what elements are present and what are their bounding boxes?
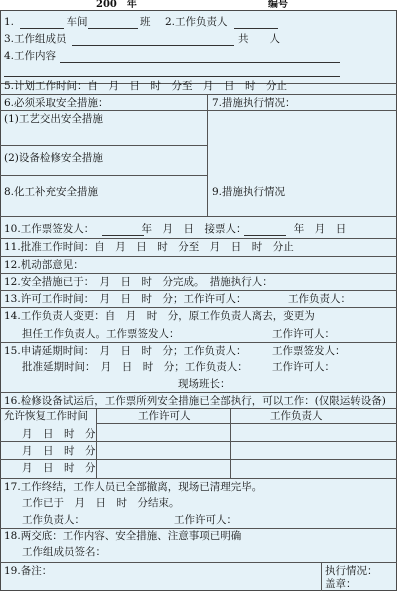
safety-measures-completed: 12.安全措施已于： 月 日 时 分完成。 措施执行人： — [4, 276, 273, 288]
divider — [0, 216, 397, 217]
two-briefings: 18.两交底：工作内容、安全措施、注意事项已明确 — [4, 530, 242, 542]
extension-permit: 工作许可人： — [272, 361, 335, 373]
members-signature: 工作组成员签名： — [22, 546, 106, 558]
divider — [96, 408, 97, 478]
leader-change: 14.工作负责人变更：自 月 时 分，原工作负责人离去，变更为 — [4, 310, 315, 322]
work-members-blank[interactable] — [72, 45, 234, 46]
seal-label: 盖章： — [325, 578, 357, 590]
divider — [0, 528, 397, 529]
divider — [0, 256, 397, 257]
divider — [0, 459, 397, 460]
remarks-label: 19.备注： — [4, 565, 53, 577]
restore-time-2: 月 日 时 分 — [22, 445, 96, 457]
work-members-label: 3.工作组成员 — [4, 33, 67, 45]
required-measures-label: 6.必须采取安全措施： — [4, 97, 109, 109]
divider — [0, 441, 397, 442]
permit-time: 13.许可工作时间： 月 日 时 分；工作许可人： — [4, 293, 247, 305]
process-safety-measures: (1)工艺交出安全措施 — [4, 113, 103, 125]
work-content-blank-1[interactable] — [60, 62, 340, 63]
restore-time-header: 允许恢复工作时间 — [4, 410, 88, 422]
work-termination: 17.工作终结，工作人员已全部撤离，现场已清理完毕。 — [4, 481, 263, 493]
number-label: 编号 — [268, 0, 288, 10]
chemical-supplementary-measures: 8.化工补充安全措施 — [4, 186, 99, 198]
equipment-safety-measures: (2)设备检修安全措施 — [4, 152, 103, 164]
restore-time-1: 月 日 时 分 — [22, 428, 96, 440]
divider — [207, 94, 208, 216]
measures-exec-label: 7.措施执行情况： — [212, 97, 296, 109]
work-content-blank-2[interactable] — [4, 76, 340, 77]
members-count: 共 人 — [238, 33, 280, 45]
divider — [96, 423, 397, 424]
termination-leader: 工作负责人： — [22, 514, 85, 526]
divider — [0, 392, 397, 393]
ticket-receiver-blank[interactable] — [244, 235, 286, 236]
termination-permit: 工作许可人： — [174, 514, 237, 526]
permit-person-header: 工作许可人 — [138, 410, 191, 422]
workshop-team-field: 1. 车间 班 — [4, 16, 151, 28]
approved-time: 11.批准工作时间：自 月 日 时 分至 月 日 时 分止 — [4, 241, 294, 253]
permit-leader-label: 工作负责人： — [288, 293, 351, 305]
leader-change-signer: 担任工作负责人。工作票签发人： — [22, 328, 180, 340]
divider — [0, 342, 397, 343]
ticket-issuer-row: 10.工作票签发人： 年 月 日 接票人： 年 月 日 — [4, 223, 347, 235]
divider — [0, 290, 397, 291]
extension-signer: 工作票签发人： — [272, 345, 346, 357]
divider — [0, 238, 397, 239]
trial-run-row: 16.检修设备试运后，工作票所列安全措施已全部执行，可以工作：(仅限运转设备) — [4, 395, 386, 407]
divider — [0, 110, 397, 111]
extension-approved: 批准延期时间： 月 日 时 分；工作负责人： — [22, 361, 248, 373]
work-leader-header: 工作负责人 — [270, 410, 323, 422]
workshop-blank[interactable] — [20, 28, 64, 29]
work-ended-time: 工作已于 月 日 时 分结束。 — [22, 497, 180, 509]
site-foreman: 现场班长： — [178, 378, 231, 390]
extension-request: 15.申请延期时间： 月 日 时 分；工作负责人： — [4, 345, 247, 357]
work-leader-blank[interactable] — [234, 28, 278, 29]
divider — [0, 408, 397, 409]
team-blank[interactable] — [88, 28, 138, 29]
exec-status-label: 执行情况： — [325, 565, 378, 577]
planned-time: 5.计划工作时间：自 月 日 时 分至 月 日 时 分止 — [4, 80, 288, 92]
year-label: 200 年 — [96, 0, 137, 10]
divider — [0, 562, 397, 563]
divider — [0, 273, 397, 274]
work-leader-label: 2.工作负责人 — [165, 16, 228, 28]
restore-time-3: 月 日 时 分 — [22, 462, 96, 474]
divider — [0, 478, 397, 479]
divider — [230, 408, 231, 478]
ticket-issuer-blank[interactable] — [102, 235, 144, 236]
divider — [0, 175, 207, 176]
divider — [321, 562, 322, 591]
divider — [0, 94, 397, 95]
work-content-label: 4.工作内容 — [4, 50, 57, 62]
measures-exec-9: 9.措施执行情况 — [212, 186, 286, 198]
leader-change-permit: 工作许可人： — [272, 328, 335, 340]
divider — [0, 145, 207, 146]
mech-dept-opinion: 12.机动部意见： — [4, 259, 84, 271]
divider — [0, 307, 397, 308]
